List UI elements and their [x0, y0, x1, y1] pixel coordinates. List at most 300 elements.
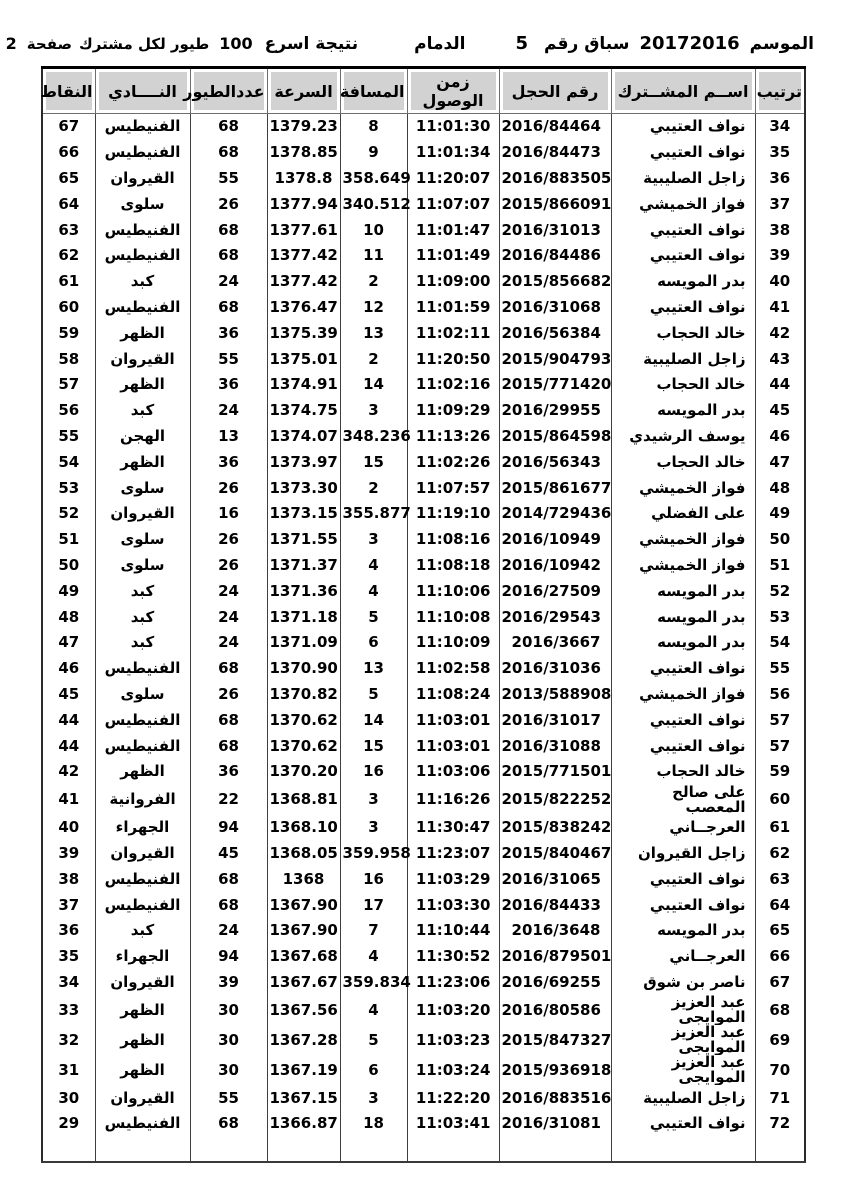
cell-participant-name: نواف العتيبي — [611, 243, 755, 269]
cell-rank: 51 — [755, 553, 805, 579]
cell-rank: 35 — [755, 140, 805, 166]
cell-club: الفنيطيس — [95, 1111, 190, 1137]
cell-rank: 57 — [755, 733, 805, 759]
cell-bird-count: 55 — [190, 1085, 267, 1111]
cell-speed: 1371.09 — [267, 630, 340, 656]
cell-points: 56 — [42, 398, 95, 424]
cell-ring-number: 2016/80586 — [499, 995, 611, 1025]
cell-rank: 65 — [755, 918, 805, 944]
cell-bird-count: 24 — [190, 398, 267, 424]
cell-arrival-time: 11:23:07 — [407, 841, 499, 867]
cell-club: القيروان — [95, 1085, 190, 1111]
cell-participant-name: فواز الخميشي — [611, 553, 755, 579]
cell-speed: 1377.61 — [267, 217, 340, 243]
cell-ring-number: 2016/84433 — [499, 892, 611, 918]
cell-points: 44 — [42, 733, 95, 759]
cell-arrival-time: 11:07:07 — [407, 191, 499, 217]
cell-ring-number: 2016/3667 — [499, 630, 611, 656]
cell-participant-name: على الفضلي — [611, 501, 755, 527]
table-row — [42, 866, 805, 892]
cell-bird-count: 68 — [190, 733, 267, 759]
cell-speed: 1371.37 — [267, 553, 340, 579]
col-header-bird-count: عددالطيور — [190, 68, 267, 114]
cell-points: 32 — [42, 1025, 95, 1055]
cell-participant-name: عبد العزيز الموايجى — [611, 1055, 755, 1085]
table-row — [42, 501, 805, 527]
cell-speed: 1370.82 — [267, 682, 340, 708]
cell-club: الظهر — [95, 1025, 190, 1055]
cell-ring-number: 2015/936918 — [499, 1055, 611, 1085]
cell-ring-number: 2015/866091 — [499, 191, 611, 217]
cell-speed: 1368.81 — [267, 785, 340, 815]
cell-arrival-time: 11:03:30 — [407, 892, 499, 918]
cell-distance: 13 — [340, 656, 407, 682]
cell-ring-number: 2016/84464 — [499, 114, 611, 140]
cell-distance: 13 — [340, 320, 407, 346]
cell-participant-name: خالد الحجاب — [611, 320, 755, 346]
cell-speed: 1377.42 — [267, 269, 340, 295]
cell-bird-count: 55 — [190, 346, 267, 372]
cell-speed: 1376.47 — [267, 295, 340, 321]
cell-bird-count: 68 — [190, 243, 267, 269]
cell-points: 38 — [42, 866, 95, 892]
cell-points: 59 — [42, 320, 95, 346]
cell-participant-name: عبد العزيز الموايجى — [611, 1025, 755, 1055]
col-header-participant-name: اســم المشــترك — [611, 68, 755, 114]
cell-bird-count: 24 — [190, 604, 267, 630]
cell-arrival-time: 11:03:29 — [407, 866, 499, 892]
page-title — [5, 33, 814, 54]
cell-distance: 17 — [340, 892, 407, 918]
table-row — [42, 841, 805, 867]
cell-speed: 1373.15 — [267, 501, 340, 527]
cell-bird-count: 24 — [190, 578, 267, 604]
cell-distance: 2 — [340, 475, 407, 501]
cell-bird-count: 68 — [190, 707, 267, 733]
cell-bird-count: 36 — [190, 449, 267, 475]
cell-distance: 11 — [340, 243, 407, 269]
table-row — [42, 140, 805, 166]
cell-rank: 40 — [755, 269, 805, 295]
cell-points: 55 — [42, 424, 95, 450]
cell-points: 34 — [42, 970, 95, 996]
cell-ring-number: 2016/27509 — [499, 578, 611, 604]
cell-club: سلوى — [95, 553, 190, 579]
table-footer — [42, 1137, 805, 1162]
cell-participant-name: العرجــاني — [611, 944, 755, 970]
cell-bird-count: 68 — [190, 140, 267, 166]
cell-ring-number: 2016/31065 — [499, 866, 611, 892]
cell-points: 64 — [42, 191, 95, 217]
table-row — [42, 630, 805, 656]
cell-club: القيروان — [95, 970, 190, 996]
cell-arrival-time: 11:03:01 — [407, 733, 499, 759]
cell-club: كبد — [95, 604, 190, 630]
cell-club: القيروان — [95, 166, 190, 192]
cell-distance: 5 — [340, 604, 407, 630]
cell-ring-number: 2016/31068 — [499, 295, 611, 321]
cell-bird-count: 24 — [190, 269, 267, 295]
cell-speed: 1374.07 — [267, 424, 340, 450]
cell-club: الفنيطيس — [95, 217, 190, 243]
table-row — [42, 553, 805, 579]
table-row — [42, 578, 805, 604]
cell-rank: 36 — [755, 166, 805, 192]
cell-arrival-time: 11:10:06 — [407, 578, 499, 604]
table-row — [42, 815, 805, 841]
results-table — [41, 66, 806, 1163]
cell-distance: 4 — [340, 553, 407, 579]
cell-participant-name: نواف العتيبي — [611, 866, 755, 892]
cell-arrival-time: 11:03:01 — [407, 707, 499, 733]
cell-speed: 1379.23 — [267, 114, 340, 140]
cell-club: الفنيطيس — [95, 114, 190, 140]
cell-club: القيروان — [95, 841, 190, 867]
cell-club: الجهراء — [95, 815, 190, 841]
cell-participant-name: نواف العتيبي — [611, 656, 755, 682]
cell-arrival-time: 11:03:06 — [407, 759, 499, 785]
col-header-points: النقاط — [42, 68, 95, 114]
cell-participant-name: بدر المويسه — [611, 630, 755, 656]
cell-arrival-time: 11:20:50 — [407, 346, 499, 372]
cell-arrival-time: 11:03:20 — [407, 995, 499, 1025]
cell-speed: 1374.75 — [267, 398, 340, 424]
table-row — [42, 217, 805, 243]
cell-rank: 71 — [755, 1085, 805, 1111]
table-row — [42, 449, 805, 475]
cell-arrival-time: 11:01:59 — [407, 295, 499, 321]
table-row — [42, 114, 805, 140]
cell-arrival-time: 11:02:16 — [407, 372, 499, 398]
cell-ring-number: 2015/838242 — [499, 815, 611, 841]
cell-arrival-time: 11:01:34 — [407, 140, 499, 166]
cell-rank: 50 — [755, 527, 805, 553]
cell-bird-count: 22 — [190, 785, 267, 815]
cell-ring-number: 2016/31081 — [499, 1111, 611, 1137]
cell-distance: 14 — [340, 707, 407, 733]
season-value: 20172016 — [639, 33, 740, 54]
cell-ring-number: 2014/729436 — [499, 501, 611, 527]
cell-arrival-time: 11:02:26 — [407, 449, 499, 475]
cell-arrival-time: 11:07:57 — [407, 475, 499, 501]
cell-ring-number: 2016/29543 — [499, 604, 611, 630]
cell-participant-name: فواز الخميشي — [611, 527, 755, 553]
cell-speed: 1367.68 — [267, 944, 340, 970]
cell-ring-number: 2016/84486 — [499, 243, 611, 269]
cell-distance: 16 — [340, 759, 407, 785]
cell-arrival-time: 11:30:52 — [407, 944, 499, 970]
cell-club: سلوى — [95, 191, 190, 217]
cell-distance: 355.877 — [340, 501, 407, 527]
cell-speed: 1368.05 — [267, 841, 340, 867]
cell-distance: 348.236 — [340, 424, 407, 450]
cell-rank: 63 — [755, 866, 805, 892]
cell-rank: 54 — [755, 630, 805, 656]
cell-points: 57 — [42, 372, 95, 398]
cell-rank: 39 — [755, 243, 805, 269]
page-number-value: 2 — [5, 34, 17, 53]
cell-ring-number: 2015/856682 — [499, 269, 611, 295]
cell-club: الظهر — [95, 320, 190, 346]
cell-distance: 3 — [340, 1085, 407, 1111]
cell-bird-count: 36 — [190, 759, 267, 785]
cell-speed: 1378.8 — [267, 166, 340, 192]
cell-arrival-time: 11:10:09 — [407, 630, 499, 656]
table-row — [42, 759, 805, 785]
cell-rank: 66 — [755, 944, 805, 970]
cell-ring-number: 2016/69255 — [499, 970, 611, 996]
col-header-distance: المسافة — [340, 68, 407, 114]
table-row — [42, 191, 805, 217]
cell-participant-name: نواف العتيبي — [611, 140, 755, 166]
cell-ring-number: 2016/879501 — [499, 944, 611, 970]
cell-rank: 59 — [755, 759, 805, 785]
cell-speed: 1370.62 — [267, 733, 340, 759]
table-body — [42, 114, 805, 1137]
cell-rank: 43 — [755, 346, 805, 372]
cell-speed: 1367.19 — [267, 1055, 340, 1085]
result-birds-count: 100 — [219, 34, 253, 53]
cell-speed: 1366.87 — [267, 1111, 340, 1137]
cell-distance: 3 — [340, 398, 407, 424]
table-row — [42, 346, 805, 372]
cell-rank: 68 — [755, 995, 805, 1025]
cell-bird-count: 26 — [190, 475, 267, 501]
cell-distance: 4 — [340, 578, 407, 604]
cell-club: كبد — [95, 630, 190, 656]
table-row — [42, 1111, 805, 1137]
cell-points: 31 — [42, 1055, 95, 1085]
cell-points: 61 — [42, 269, 95, 295]
cell-rank: 56 — [755, 682, 805, 708]
cell-ring-number: 2015/822252 — [499, 785, 611, 815]
cell-ring-number: 2016/10949 — [499, 527, 611, 553]
cell-participant-name: نواف العتيبي — [611, 733, 755, 759]
cell-ring-number: 2016/31013 — [499, 217, 611, 243]
cell-participant-name: فواز الخميشي — [611, 682, 755, 708]
cell-points: 47 — [42, 630, 95, 656]
cell-club: الفروانية — [95, 785, 190, 815]
cell-distance: 359.958 — [340, 841, 407, 867]
cell-distance: 18 — [340, 1111, 407, 1137]
cell-bird-count: 16 — [190, 501, 267, 527]
cell-points: 46 — [42, 656, 95, 682]
cell-rank: 60 — [755, 785, 805, 815]
col-header-rank: ترتيب — [755, 68, 805, 114]
cell-speed: 1367.56 — [267, 995, 340, 1025]
table-row — [42, 320, 805, 346]
cell-club: الفنيطيس — [95, 243, 190, 269]
table-row — [42, 785, 805, 815]
cell-arrival-time: 11:20:07 — [407, 166, 499, 192]
cell-speed: 1375.39 — [267, 320, 340, 346]
race-number-value: 5 — [515, 33, 529, 54]
table-row — [42, 892, 805, 918]
col-header-arrival-time: زمن الوصول — [407, 68, 499, 114]
cell-rank: 64 — [755, 892, 805, 918]
cell-participant-name: بدر المويسه — [611, 398, 755, 424]
cell-ring-number: 2016/31017 — [499, 707, 611, 733]
cell-arrival-time: 11:22:20 — [407, 1085, 499, 1111]
cell-rank: 52 — [755, 578, 805, 604]
cell-speed: 1367.90 — [267, 892, 340, 918]
cell-distance: 9 — [340, 140, 407, 166]
cell-points: 52 — [42, 501, 95, 527]
cell-club: كبد — [95, 918, 190, 944]
cell-ring-number: 2016/56384 — [499, 320, 611, 346]
cell-rank: 69 — [755, 1025, 805, 1055]
cell-rank: 67 — [755, 970, 805, 996]
table-row — [42, 166, 805, 192]
cell-rank: 37 — [755, 191, 805, 217]
cell-distance: 12 — [340, 295, 407, 321]
race-number-label: سباق رقم — [544, 34, 630, 54]
cell-ring-number: 2016/31036 — [499, 656, 611, 682]
cell-club: الفنيطيس — [95, 140, 190, 166]
cell-participant-name: على صالح المعصب — [611, 785, 755, 815]
cell-speed: 1370.90 — [267, 656, 340, 682]
cell-participant-name: فواز الخميشي — [611, 191, 755, 217]
cell-bird-count: 26 — [190, 553, 267, 579]
table-header — [42, 68, 805, 114]
cell-ring-number: 2016/883516 — [499, 1085, 611, 1111]
page-number-label: صفحة — [26, 35, 72, 53]
cell-ring-number: 2015/861677 — [499, 475, 611, 501]
cell-arrival-time: 11:02:58 — [407, 656, 499, 682]
cell-bird-count: 26 — [190, 682, 267, 708]
cell-participant-name: بدر المويسه — [611, 578, 755, 604]
cell-speed: 1371.36 — [267, 578, 340, 604]
cell-rank: 42 — [755, 320, 805, 346]
cell-distance: 4 — [340, 944, 407, 970]
cell-distance: 15 — [340, 449, 407, 475]
cell-club: الفنيطيس — [95, 656, 190, 682]
cell-distance: 8 — [340, 114, 407, 140]
table-row — [42, 918, 805, 944]
table-row — [42, 269, 805, 295]
cell-bird-count: 68 — [190, 295, 267, 321]
table-row — [42, 604, 805, 630]
cell-rank: 41 — [755, 295, 805, 321]
cell-speed: 1368.10 — [267, 815, 340, 841]
cell-participant-name: خالد الحجاب — [611, 372, 755, 398]
cell-club: الظهر — [95, 372, 190, 398]
cell-speed: 1370.62 — [267, 707, 340, 733]
table-row — [42, 707, 805, 733]
cell-rank: 61 — [755, 815, 805, 841]
cell-club: الفنيطيس — [95, 866, 190, 892]
cell-speed: 1373.97 — [267, 449, 340, 475]
cell-distance: 7 — [340, 918, 407, 944]
cell-points: 30 — [42, 1085, 95, 1111]
table-row — [42, 682, 805, 708]
cell-points: 42 — [42, 759, 95, 785]
cell-club: الفنيطيس — [95, 707, 190, 733]
cell-participant-name: نواف العتيبي — [611, 892, 755, 918]
cell-bird-count: 30 — [190, 1055, 267, 1085]
cell-speed: 1375.01 — [267, 346, 340, 372]
header-row — [42, 68, 805, 114]
cell-ring-number: 2015/771420 — [499, 372, 611, 398]
cell-club: الفنيطيس — [95, 892, 190, 918]
cell-arrival-time: 11:09:00 — [407, 269, 499, 295]
table-row — [42, 527, 805, 553]
cell-distance: 358.649 — [340, 166, 407, 192]
cell-ring-number: 2015/904793 — [499, 346, 611, 372]
cell-participant-name: نواف العتيبي — [611, 1111, 755, 1137]
cell-distance: 15 — [340, 733, 407, 759]
cell-participant-name: بدر المويسه — [611, 918, 755, 944]
cell-arrival-time: 11:23:06 — [407, 970, 499, 996]
cell-participant-name: نواف العتيبي — [611, 114, 755, 140]
cell-rank: 38 — [755, 217, 805, 243]
cell-rank: 34 — [755, 114, 805, 140]
cell-bird-count: 26 — [190, 191, 267, 217]
cell-bird-count: 45 — [190, 841, 267, 867]
cell-points: 54 — [42, 449, 95, 475]
cell-speed: 1370.20 — [267, 759, 340, 785]
cell-speed: 1367.28 — [267, 1025, 340, 1055]
cell-bird-count: 30 — [190, 1025, 267, 1055]
cell-speed: 1367.15 — [267, 1085, 340, 1111]
cell-ring-number: 2016/883505 — [499, 166, 611, 192]
cell-distance: 5 — [340, 1025, 407, 1055]
table-row — [42, 475, 805, 501]
cell-participant-name: فواز الخميشي — [611, 475, 755, 501]
cell-distance: 6 — [340, 1055, 407, 1085]
cell-ring-number: 2015/840467 — [499, 841, 611, 867]
cell-ring-number: 2016/10942 — [499, 553, 611, 579]
cell-bird-count: 26 — [190, 527, 267, 553]
cell-club: الظهر — [95, 995, 190, 1025]
cell-bird-count: 68 — [190, 866, 267, 892]
cell-club: سلوى — [95, 527, 190, 553]
table-row — [42, 970, 805, 996]
cell-speed: 1378.85 — [267, 140, 340, 166]
cell-points: 66 — [42, 140, 95, 166]
cell-bird-count: 39 — [190, 970, 267, 996]
cell-bird-count: 68 — [190, 217, 267, 243]
result-birds-suffix: طيور لكل مشترك — [78, 35, 210, 53]
cell-speed: 1374.91 — [267, 372, 340, 398]
cell-speed: 1367.90 — [267, 918, 340, 944]
cell-points: 49 — [42, 578, 95, 604]
table-row — [42, 656, 805, 682]
cell-participant-name: العرجــاني — [611, 815, 755, 841]
cell-rank: 62 — [755, 841, 805, 867]
cell-club: الظهر — [95, 1055, 190, 1085]
cell-club: سلوى — [95, 475, 190, 501]
cell-distance: 2 — [340, 269, 407, 295]
cell-arrival-time: 11:03:23 — [407, 1025, 499, 1055]
table-row — [42, 1085, 805, 1111]
table-row — [42, 398, 805, 424]
cell-distance: 6 — [340, 630, 407, 656]
cell-rank: 49 — [755, 501, 805, 527]
table-row — [42, 944, 805, 970]
cell-club: الجهراء — [95, 944, 190, 970]
table-row — [42, 1055, 805, 1085]
cell-bird-count: 36 — [190, 320, 267, 346]
cell-points: 50 — [42, 553, 95, 579]
cell-distance: 5 — [340, 682, 407, 708]
cell-distance: 3 — [340, 785, 407, 815]
cell-bird-count: 68 — [190, 114, 267, 140]
table-row — [42, 995, 805, 1025]
cell-distance: 14 — [340, 372, 407, 398]
cell-distance: 4 — [340, 995, 407, 1025]
cell-points: 53 — [42, 475, 95, 501]
